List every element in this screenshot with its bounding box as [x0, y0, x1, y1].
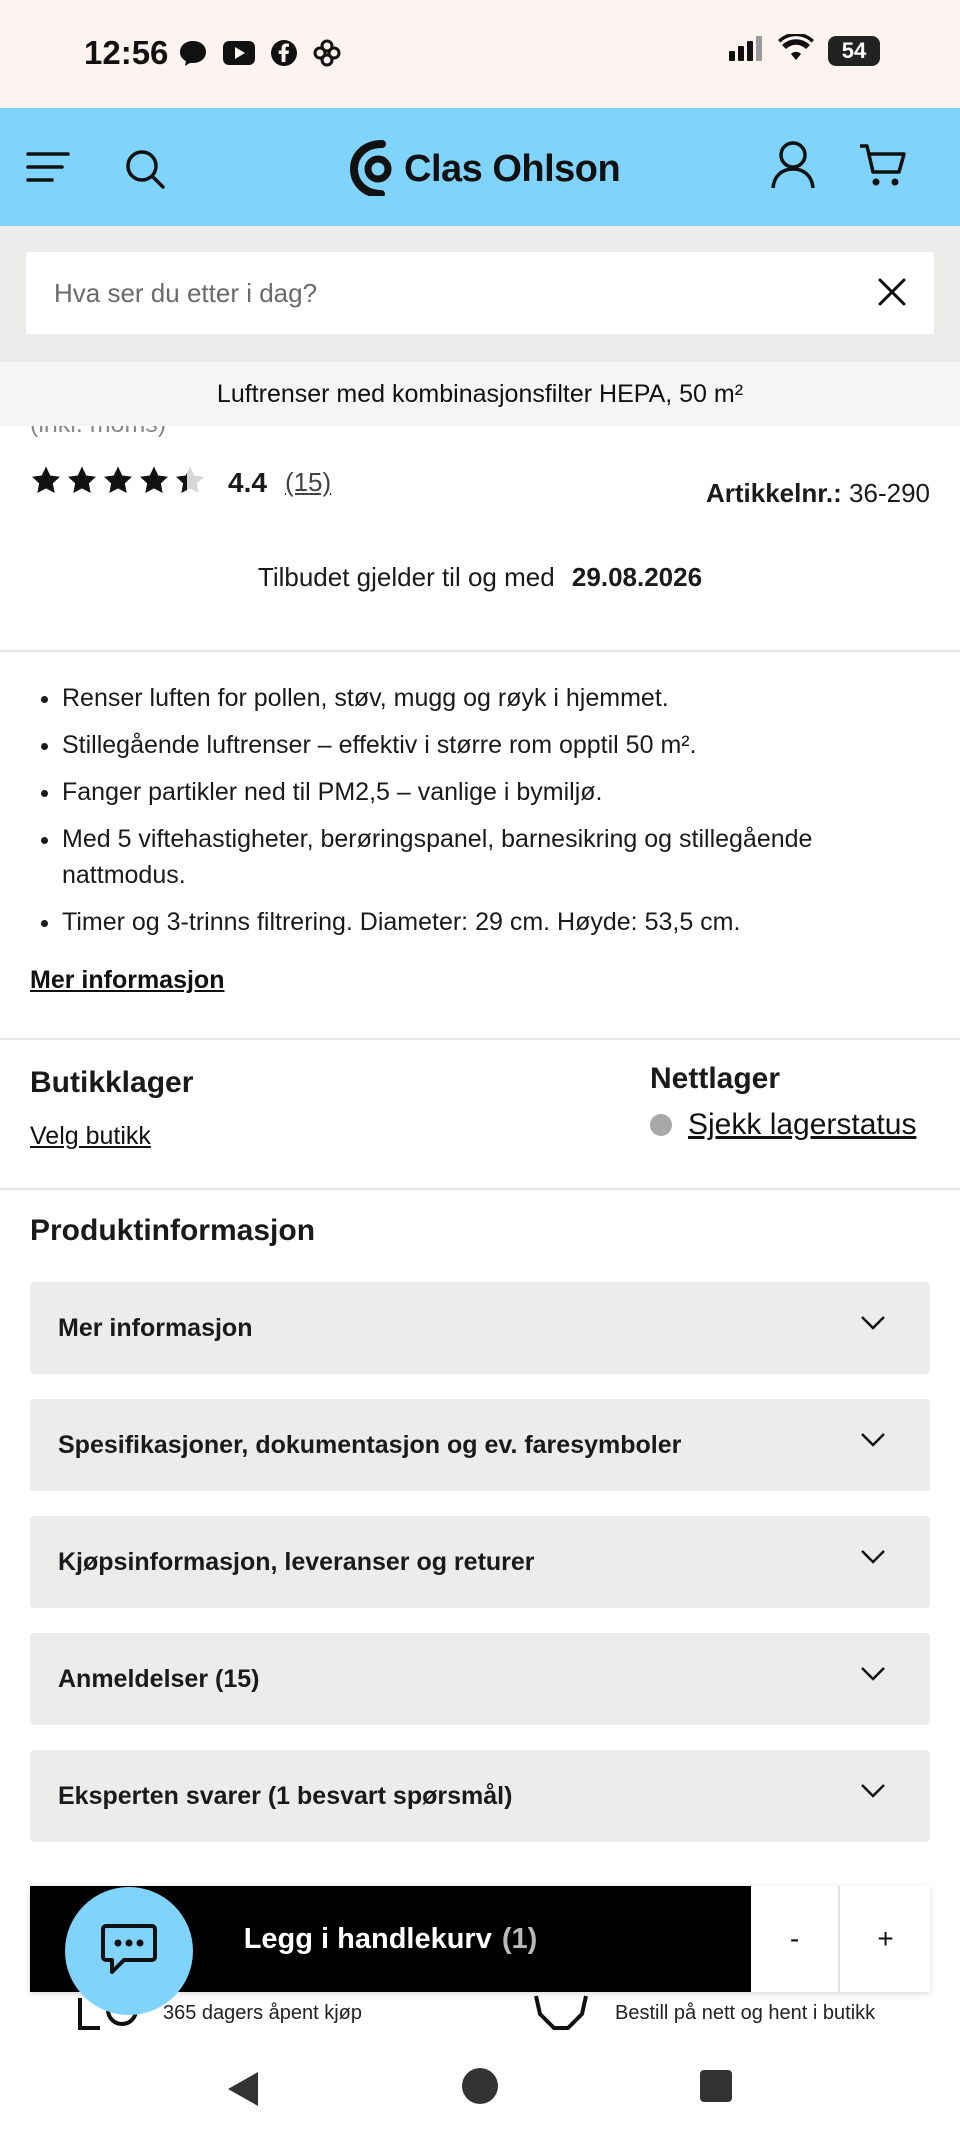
accordion-purchase-info[interactable]: [30, 1516, 930, 1608]
star-icon: [102, 465, 134, 500]
close-icon[interactable]: [876, 276, 908, 313]
menu-icon[interactable]: [26, 150, 70, 189]
star-icon: [66, 465, 98, 500]
product-info-title: Produktinformasjon: [30, 1214, 316, 1247]
accordion-reviews[interactable]: [30, 1633, 930, 1725]
more-info-link[interactable]: Mer informasjon: [30, 966, 225, 994]
status-time: 12:56: [84, 34, 169, 71]
status-app-icons: [178, 38, 342, 73]
click-collect-text: Bestill på nett og hent i butikk: [615, 2002, 876, 2024]
accordion-label: Kjøpsinformasjon, leveranser og returer: [58, 1548, 535, 1576]
back-icon[interactable]: [224, 2070, 260, 2113]
cart-quantity: (1): [501, 1922, 538, 1955]
rating-stars: [30, 465, 206, 500]
divider: [0, 1188, 960, 1190]
accordion-more-info[interactable]: [30, 1282, 930, 1374]
facebook-icon: [270, 39, 298, 72]
system-navigation-bar: [0, 2034, 960, 2137]
star-icon: [30, 465, 62, 500]
search-box: [26, 252, 934, 334]
chevron-down-icon: [860, 1432, 886, 1453]
accordion-specifications[interactable]: [30, 1399, 930, 1491]
feature-item: • Timer og 3-trinns filtrering. Diameter: 29 cm. Høyde: 53,5 cm.: [62, 904, 910, 940]
search-input[interactable]: [26, 252, 846, 334]
offer-validity: [0, 562, 960, 593]
stock-status-dot: [650, 1114, 672, 1136]
accordion-label: Mer informasjon: [58, 1314, 253, 1342]
article-number: [706, 478, 930, 509]
feature-list: [30, 680, 910, 951]
home-icon[interactable]: [462, 2068, 498, 2104]
search-icon[interactable]: [124, 148, 166, 195]
feature-item: • Renser luften for pollen, støv, mugg og røyk i hjemmet.: [62, 680, 910, 716]
chevron-down-icon: [860, 1783, 886, 1804]
rating-value: 4.4: [228, 466, 267, 498]
chat-app-icon: [178, 39, 208, 72]
signal-icon: [728, 35, 764, 66]
accordion-expert-answers[interactable]: [30, 1750, 930, 1842]
rating-row: [30, 465, 331, 500]
pinwheel-icon: [312, 38, 342, 73]
site-header: [0, 108, 960, 226]
review-count-link[interactable]: (15): [284, 467, 332, 497]
product-title: Luftrenser med kombinasjonsfilter HEPA, 50 m²: [216, 379, 744, 408]
quantity-increase-button[interactable]: +: [841, 1886, 930, 1992]
brand-name: Clas Ohlson: [404, 148, 621, 190]
wifi-icon: [778, 34, 814, 67]
open-purchase-text: 365 dagers åpent kjøp: [163, 2002, 363, 2024]
offer-date: 29.08.2026: [571, 562, 703, 592]
chat-icon: [100, 1922, 158, 1981]
accordion-label: Spesifikasjoner, dokumentasjon og ev. faresymboler: [58, 1431, 682, 1459]
check-stock-link[interactable]: Sjekk lagerstatus: [688, 1108, 917, 1141]
web-stock-title: Nettlager: [650, 1062, 781, 1095]
logo-mark-icon: [350, 138, 396, 201]
youtube-icon: [222, 40, 256, 71]
quantity-decrease-button[interactable]: -: [751, 1886, 840, 1992]
status-bar: [0, 0, 960, 108]
recent-apps-icon[interactable]: [700, 2070, 732, 2102]
divider: [0, 1038, 960, 1040]
feature-item: • Stillegående luftrenser – effektiv i større rom opptil 50 m².: [62, 727, 910, 763]
feature-item: • Med 5 viftehastigheter, berøringspanel, barnesikring og stillegående nattmodus.: [62, 821, 910, 893]
chevron-down-icon: [860, 1315, 886, 1336]
web-stock-row: [650, 1108, 916, 1142]
chat-button[interactable]: [65, 1887, 193, 2015]
battery-indicator: 54: [828, 36, 880, 66]
store-stock-title: Butikklager: [30, 1066, 194, 1099]
status-indicators: [728, 34, 880, 67]
article-value: 36-290: [849, 478, 930, 508]
offer-text: Tilbudet gjelder til og med: [257, 562, 555, 592]
article-label: Artikkelnr.:: [705, 478, 842, 508]
star-icon: [138, 465, 170, 500]
choose-store-link[interactable]: Velg butikk: [30, 1122, 151, 1150]
chevron-down-icon: [860, 1666, 886, 1687]
product-title-bar: [0, 362, 960, 426]
accordion-label: Eksperten svarer (1 besvart spørsmål): [58, 1782, 513, 1810]
accordion-label: Anmeldelser (15): [58, 1665, 260, 1693]
clas-ohlson-logo[interactable]: [350, 138, 620, 201]
divider: [0, 650, 960, 652]
search-area: [0, 226, 960, 362]
add-to-cart-label: Legg i handlekurv: [243, 1922, 492, 1955]
chevron-down-icon: [860, 1549, 886, 1570]
pickup-hands-icon: [530, 1994, 590, 2039]
feature-item: • Fanger partikler ned til PM2,5 – vanlige i bymiljø.: [62, 774, 910, 810]
star-icon: [174, 465, 206, 500]
account-icon[interactable]: [770, 140, 816, 195]
cart-icon[interactable]: [858, 142, 906, 193]
